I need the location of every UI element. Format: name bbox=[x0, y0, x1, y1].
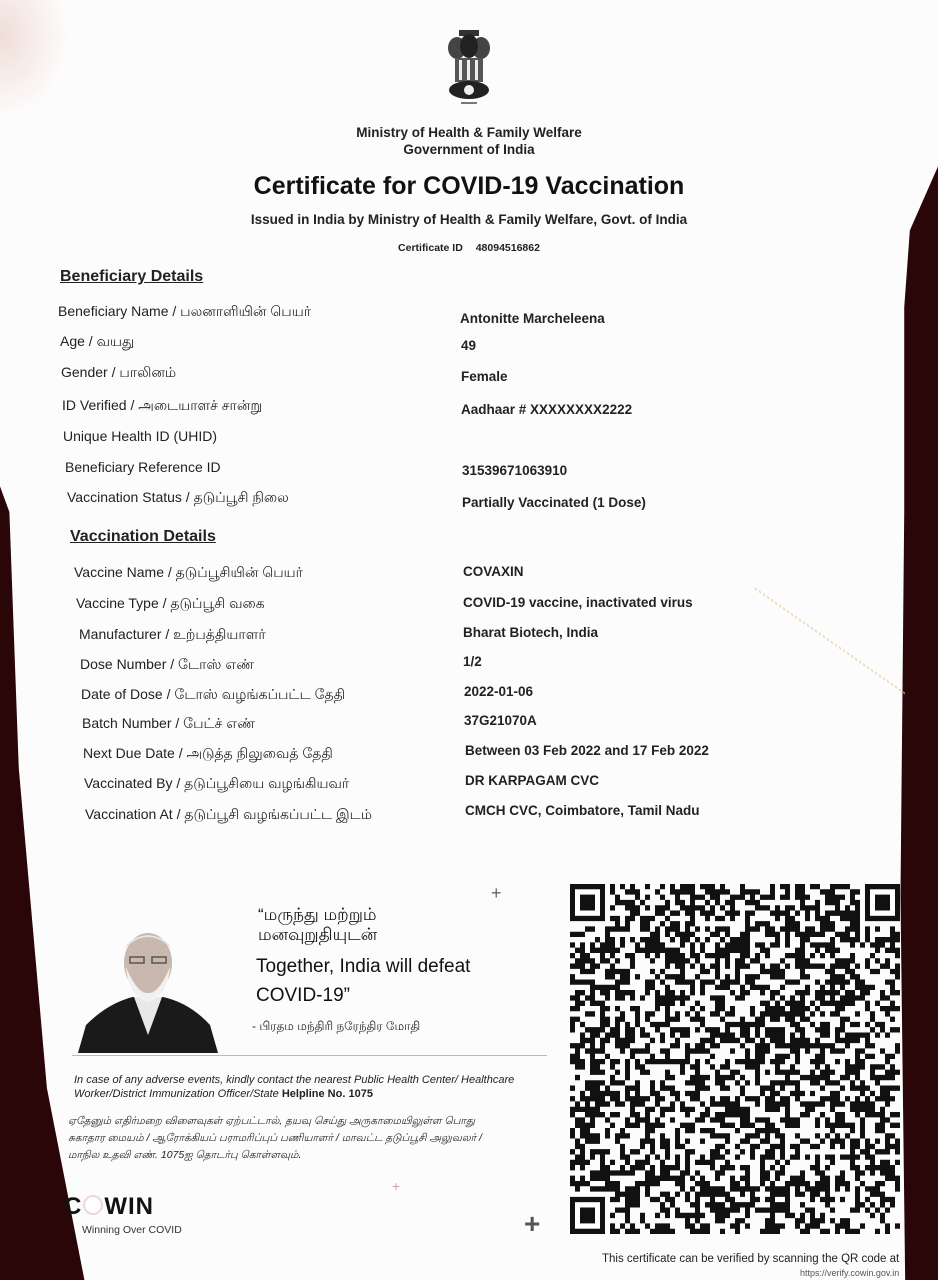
age-value: 49 bbox=[461, 338, 477, 353]
quote-english-line1: Together, India will defeat bbox=[256, 956, 471, 977]
cowin-logo bbox=[64, 1193, 154, 1221]
quote-tamil-line1: “மருந்து மற்றும் bbox=[258, 905, 377, 924]
qr-modules bbox=[570, 884, 900, 1234]
section-divider bbox=[72, 1055, 547, 1056]
id-verified-value: Aadhaar # XXXXXXXX2222 bbox=[461, 402, 633, 417]
age-label: Age / வயது bbox=[60, 333, 135, 349]
advisory-tamil-line1: ஏதேனும் எதிர்மறை விளைவுகள் ஏற்பட்டால், தயவு செய்து அருகாமையிலுள்ள பொது bbox=[68, 1115, 475, 1127]
national-emblem-icon bbox=[445, 28, 493, 108]
dose-number-value: 1/2 bbox=[463, 654, 482, 669]
vaccine-type-label: Vaccine Type / தடுப்பூசி வகை bbox=[76, 595, 265, 611]
dose-number-label: Dose Number / டோஸ் எண் bbox=[80, 656, 255, 672]
verification-note: This certificate can be verified by scanning the QR code at bbox=[602, 1253, 900, 1265]
manufacturer-label: Manufacturer / உற்பத்தியாளர் bbox=[79, 626, 266, 642]
verification-qr-code[interactable] bbox=[570, 884, 900, 1234]
vaccination-status-label: Vaccination Status / தடுப்பூசி நிலை bbox=[67, 489, 289, 505]
date-of-dose-label: Date of Dose / டோஸ் வழங்கப்பட்ட தேதி bbox=[81, 686, 346, 702]
certificate-subtitle: Issued in India by Ministry of Health & Family Welfare, Govt. of India bbox=[250, 212, 688, 227]
cowin-logo-win: WIN bbox=[104, 1193, 154, 1220]
ministry-name: Ministry of Health & Family Welfare bbox=[356, 125, 582, 140]
vaccine-name-value: COVAXIN bbox=[463, 564, 524, 579]
cowin-tagline: Winning Over COVID bbox=[82, 1224, 182, 1236]
beneficiary-name-label: Beneficiary Name / பலனாளியின் பெயர் bbox=[58, 303, 312, 319]
vaccination-at-value: CMCH CVC, Coimbatore, Tamil Nadu bbox=[465, 803, 700, 818]
quote-english-line2: COVID-19” bbox=[256, 985, 350, 1006]
cowin-logo-circle-icon bbox=[83, 1195, 103, 1215]
date-of-dose-value: 2022-01-06 bbox=[464, 684, 534, 699]
beneficiary-name-value: Antonitte Marcheleena bbox=[460, 311, 605, 326]
id-verified-label: ID Verified / அடையாளச் சான்று bbox=[62, 397, 263, 413]
gender-label: Gender / பாலினம் bbox=[61, 364, 177, 380]
paper-stain bbox=[0, 0, 70, 120]
certificate-id-label: Certificate ID bbox=[398, 242, 463, 254]
batch-number-label: Batch Number / பேட்ச் எண் bbox=[82, 715, 256, 731]
vaccine-type-value: COVID-19 vaccine, inactivated virus bbox=[463, 595, 693, 610]
gender-value: Female bbox=[461, 369, 508, 384]
certificate-id bbox=[0, 242, 938, 254]
cowin-logo-c: C bbox=[64, 1193, 83, 1220]
prime-minister-photo bbox=[78, 925, 218, 1053]
uhid-label: Unique Health ID (UHID) bbox=[63, 428, 218, 444]
advisory-tamil bbox=[68, 1113, 548, 1164]
quote-tamil bbox=[258, 905, 377, 945]
registration-mark-icon: + bbox=[392, 1178, 401, 1194]
qr-finder-pattern bbox=[865, 884, 900, 921]
verification-url[interactable]: https://verify.cowin.gov.in bbox=[800, 1268, 900, 1278]
certificate-id-value: 48094516862 bbox=[475, 242, 540, 254]
certificate-title: Certificate for COVID-19 Vaccination bbox=[253, 172, 685, 200]
qr-finder-pattern bbox=[570, 884, 605, 921]
quote-tamil-line2: மனவுறுதியுடன் bbox=[258, 925, 378, 944]
government-name: Government of India bbox=[403, 142, 535, 157]
advisory-english bbox=[74, 1073, 544, 1101]
beneficiary-reference-id-label: Beneficiary Reference ID bbox=[65, 459, 221, 475]
manufacturer-value: Bharat Biotech, India bbox=[463, 625, 599, 640]
advisory-english-text: In case of any adverse events, kindly contact the nearest Public Health Center/ Healthcare Worker/District Immunization Officer/State bbox=[74, 1074, 515, 1100]
batch-number-value: 37G21070A bbox=[464, 713, 537, 728]
advisory-tamil-line3: மாநில உதவி எண். 1075ஐ தொடர்பு கொள்ளவும். bbox=[68, 1149, 302, 1161]
quote-english bbox=[256, 952, 470, 1010]
next-due-date-value: Between 03 Feb 2022 and 17 Feb 2022 bbox=[465, 743, 709, 758]
qr-code-graphic bbox=[570, 884, 900, 1234]
vaccinated-by-label: Vaccinated By / தடுப்பூசியை வழங்கியவர் bbox=[84, 775, 350, 791]
vaccination-status-value: Partially Vaccinated (1 Dose) bbox=[462, 495, 646, 510]
ministry-header bbox=[0, 124, 938, 158]
next-due-date-label: Next Due Date / அடுத்த நிலுவைத் தேதி bbox=[83, 745, 333, 761]
beneficiary-reference-id-value: 31539671063910 bbox=[462, 463, 568, 478]
registration-mark-icon: + bbox=[524, 1208, 541, 1239]
vaccinated-by-value: DR KARPAGAM CVC bbox=[465, 773, 599, 788]
vaccination-at-label: Vaccination At / தடுப்பூசி வழங்கப்பட்ட இடம் bbox=[85, 806, 372, 822]
beneficiary-details-heading: Beneficiary Details bbox=[60, 268, 204, 285]
quote-attribution: - பிரதம மந்திரி நரேந்திர மோதி bbox=[252, 1019, 421, 1033]
qr-finder-pattern bbox=[570, 1197, 605, 1234]
registration-mark-icon: + bbox=[491, 883, 502, 903]
vaccine-name-label: Vaccine Name / தடுப்பூசியின் பெயர் bbox=[74, 564, 303, 580]
advisory-tamil-line2: சுகாதார மையம் / ஆரோக்கியப் பராமரிப்புப் பணியாளர் / மாவட்ட தடுப்பூசி அலுவலர் / bbox=[68, 1132, 482, 1144]
helpline-number: Helpline No. 1075 bbox=[281, 1088, 373, 1100]
vaccination-details-heading: Vaccination Details bbox=[70, 528, 216, 545]
